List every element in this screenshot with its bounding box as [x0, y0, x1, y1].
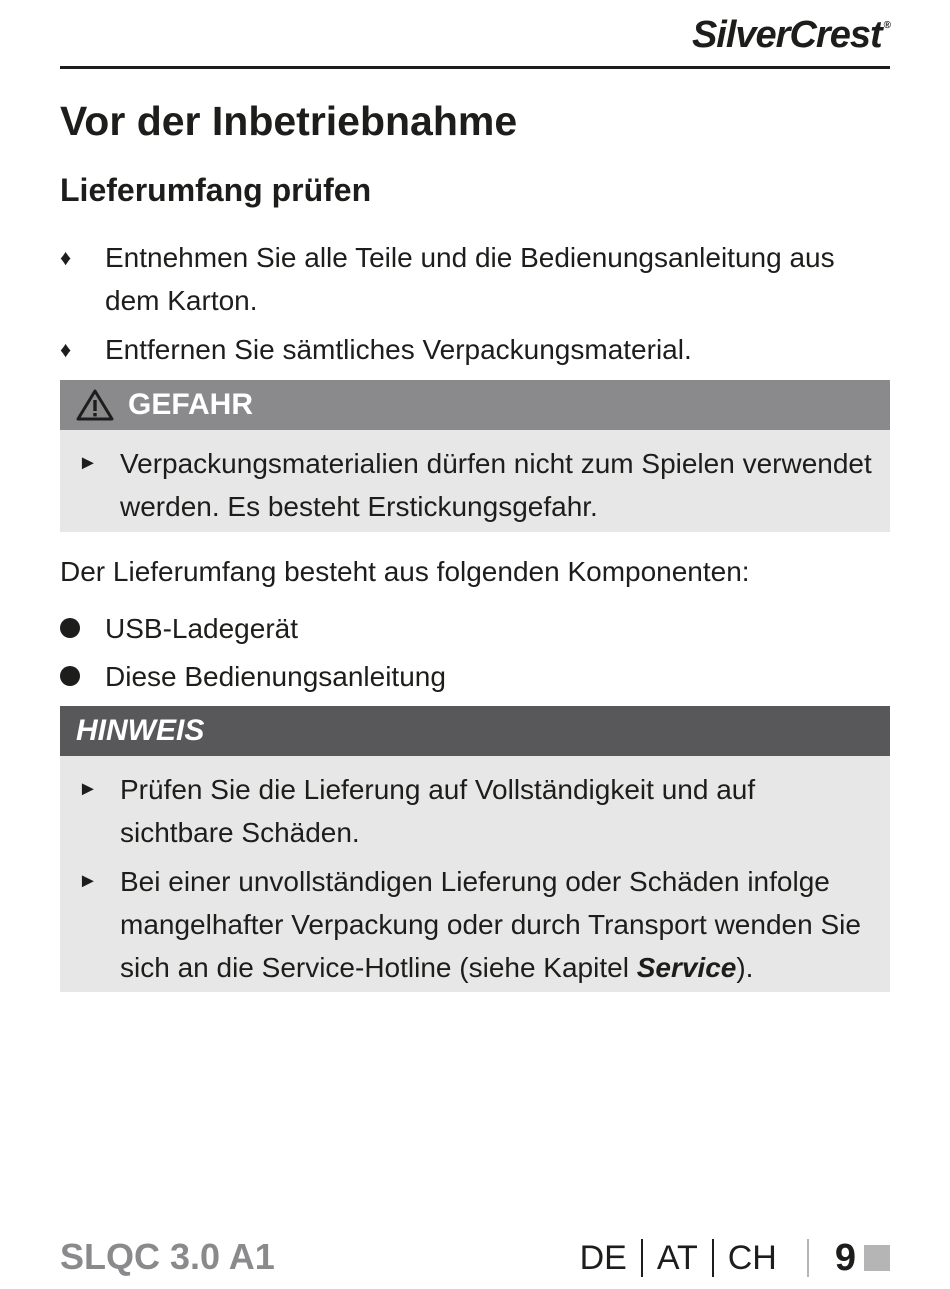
components-intro: Der Lieferumfang besteht aus folgenden Komponenten: [60, 556, 750, 587]
list-item [60, 652, 890, 700]
component-text: Diese Bedienungsanleitung [105, 660, 446, 692]
list-item [60, 328, 890, 371]
arrow-bullet-icon: ► [78, 870, 98, 892]
footer-pagination [580, 1236, 890, 1280]
language-ch: CH [727, 1238, 777, 1277]
note-box [60, 706, 890, 992]
dot-bullet-icon [60, 666, 80, 686]
step-text: Entfernen Sie sämtliches Verpackungsmaterial. [105, 334, 692, 365]
danger-body [60, 430, 890, 544]
divider [712, 1239, 714, 1277]
warning-triangle-icon [76, 388, 114, 422]
list-item [78, 768, 872, 854]
divider [641, 1239, 643, 1277]
note-header [60, 706, 890, 756]
danger-text: Verpackungsmaterialien dürfen nicht zum Spielen verwendet werden. Es besteht Erstickungsgefahr. [120, 448, 872, 522]
note-body [60, 756, 890, 1005]
page-number: 9 [834, 1236, 856, 1279]
arrow-bullet-icon: ► [78, 452, 98, 474]
page-marker-square [864, 1245, 890, 1271]
divider [807, 1239, 809, 1277]
section-title: Lieferumfang prüfen [60, 172, 372, 208]
danger-header [60, 380, 890, 430]
components-list [60, 604, 890, 700]
diamond-bullet-icon: ♦ [60, 245, 72, 270]
page-title: Vor der Inbetriebnahme [60, 98, 518, 144]
model-number: SLQC 3.0 A1 [60, 1236, 275, 1277]
arrow-bullet-icon: ► [78, 778, 98, 800]
list-item [60, 604, 890, 652]
list-item [60, 236, 890, 322]
step-text: Entnehmen Sie alle Teile und die Bedienungsanleitung aus dem Karton. [105, 242, 835, 316]
step-list [60, 236, 890, 377]
danger-box [60, 380, 890, 532]
note-label: HINWEIS [76, 714, 205, 747]
component-text: USB-Ladegerät [105, 612, 299, 644]
list-item [78, 860, 872, 989]
language-at: AT [656, 1238, 698, 1277]
note-text: Bei einer unvollständigen Lieferung oder Schäden infolge mangelhafter Verpackung oder durch Transport wenden Sie sich an die Service-Hotline (siehe Kapitel Service). [120, 866, 861, 983]
dot-bullet-icon [60, 618, 80, 638]
service-chapter-ref: Service [636, 952, 737, 983]
language-de: DE [579, 1238, 627, 1277]
danger-label: GEFAHR [128, 388, 254, 421]
list-item [78, 442, 872, 528]
diamond-bullet-icon: ♦ [60, 337, 72, 362]
header-rule [60, 66, 890, 69]
brand-logo: SilverCrest ® [691, 14, 890, 56]
note-text: Prüfen Sie die Lieferung auf Vollständigkeit und auf sichtbare Schäden. [120, 774, 756, 848]
